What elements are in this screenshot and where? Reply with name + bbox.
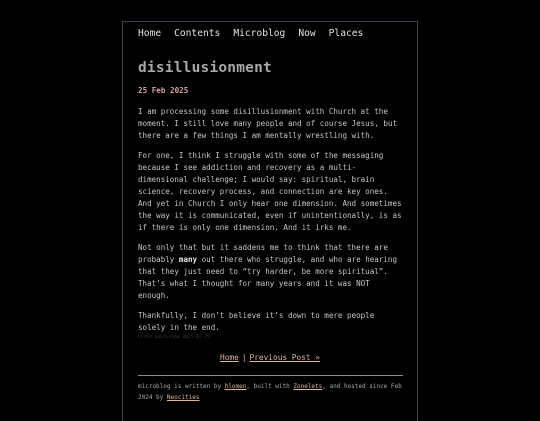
paragraph-3-text-a: Not only that but it saddens me to think that there are probably: [138, 243, 388, 264]
page-frame: [122, 21, 418, 421]
post-pager: [123, 353, 417, 362]
emphasis-many: many: [178, 255, 198, 264]
pager-home-link[interactable]: Home: [220, 353, 239, 362]
previous-post-link[interactable]: Previous Post »: [249, 353, 320, 362]
nav-now-link[interactable]: Now: [298, 28, 316, 39]
post-date: 25 Feb 2025: [138, 86, 189, 95]
paragraph-3-text-b: out there who struggle, and who are hearing that they just need to “try harder, be more spiritual”. That’s what I thought for many years and it was NOT enough.: [138, 255, 398, 300]
published-note: First published 2025-02-25: [138, 335, 210, 340]
post-paragraph-2: For one, I think I struggle with some of the messaging because I see addiction and recovery as a multi-dimensional challenge; I would say: spiritual, brain science, recovery process, and connection are key ones. And yet in Church I only hear one dimension. And sometimes the way it is communicated, even if unintentionally, is as if there is only one dimension. And it irks me.: [138, 151, 402, 232]
footer-text-3: , and hosted since Feb 2024 by: [138, 383, 402, 401]
post-paragraph-3: [138, 242, 406, 302]
neocities-link[interactable]: Neocities: [166, 394, 200, 401]
pager-separator: |: [241, 353, 247, 362]
post-paragraph-1: I am processing some disillusionment with Church at the moment. I still love many people and of course Jesus, but there are a few things I am mentally wrestling with.: [138, 107, 397, 140]
nav-contents-link[interactable]: Contents: [174, 28, 221, 39]
footer-text-2: , built with: [246, 383, 294, 390]
post-paragraph-4: Thankfully, I don’t believe it’s down to mere people solely in the end.: [138, 311, 375, 332]
zonelets-link[interactable]: Zonelets: [293, 383, 323, 390]
author-link[interactable]: hlomen: [224, 383, 247, 390]
nav-places-link[interactable]: Places: [328, 28, 364, 39]
post-title: disillusionment: [138, 60, 272, 76]
nav-microblog-link[interactable]: Microblog: [233, 28, 286, 39]
footer-divider: [138, 375, 403, 376]
footer-text-1: microblog is written by: [138, 383, 225, 390]
top-nav: [138, 28, 363, 39]
nav-home-link[interactable]: Home: [138, 28, 162, 39]
site-footer: [138, 381, 406, 403]
post-body: [138, 106, 406, 342]
